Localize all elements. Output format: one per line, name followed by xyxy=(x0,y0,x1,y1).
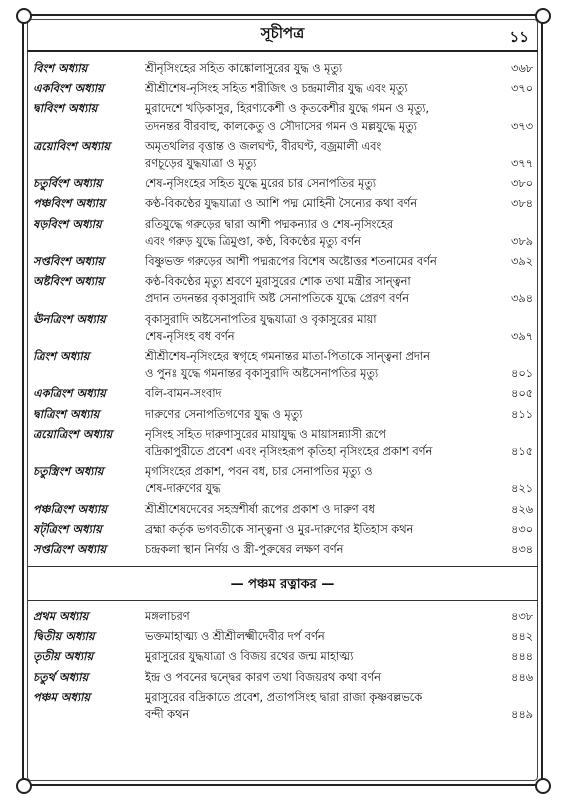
page-reference: ৩৭০ xyxy=(510,82,533,96)
page-reference: ৪১১ xyxy=(511,407,533,421)
chapter-description xyxy=(145,521,495,538)
chapter-description xyxy=(145,253,495,270)
page-title: সূচীপত্র xyxy=(260,24,305,42)
toc-entry xyxy=(33,273,533,307)
page-reference: ৩৮৯ xyxy=(510,234,533,248)
description-line: কণ্ঠ-বিকণ্ঠের মৃত্যু শ্রবণে মুরাসুরের শোক তথা মন্ত্রীর সান্ত্বনা xyxy=(145,275,411,289)
toc-entry xyxy=(33,608,533,625)
page-reference: ৪০৫ xyxy=(510,387,533,401)
page-number: ১১ xyxy=(509,28,529,46)
description-line: ইন্দ্র ও পবনের দ্বন্দ্বের কারণ তথা বিজয়রথ কথা বর্ণন xyxy=(145,670,381,684)
corner-ornament-bl xyxy=(16,778,32,794)
description-line: এবং গরুড় যুদ্ধে ত্রিমুণ্ডা, কণ্ঠ, বিকণ্ঠের মৃত্যু বর্ণন xyxy=(145,234,361,248)
corner-ornament-br xyxy=(535,778,551,794)
chapter-label: ঊনত্রিংশ অধ্যায় xyxy=(33,312,106,326)
chapter-label: প্রথম অধ্যায় xyxy=(33,610,89,623)
chapter-label: ত্রয়োত্রিংশ অধ্যায় xyxy=(33,427,113,441)
description-line: বৃকাসুরাদি অষ্টসেনাপতির যুদ্ধযাত্রা ও বৃকাসুরের মায়া xyxy=(145,312,377,326)
toc-entry xyxy=(33,628,533,645)
chapter-description xyxy=(145,60,495,77)
page-reference: ৪০১ xyxy=(510,367,533,381)
chapter-description xyxy=(145,628,495,645)
chapter-description xyxy=(145,175,495,192)
description-line: শেষ-দারুণের যুদ্ধ xyxy=(145,482,221,496)
toc-list-section-2 xyxy=(33,608,533,726)
page-reference: ৩৭৭ xyxy=(510,157,533,171)
page-reference: ৩৯৪ xyxy=(510,292,533,306)
page-reference: ৩৮০ xyxy=(510,177,533,191)
description-line: মুরাসুরের বদ্রিকাতে প্রবেশ, প্রতাপসিংহ দ্বারা রাজা কৃষ্ণবল্লভকে xyxy=(145,690,423,704)
chapter-description xyxy=(145,385,495,402)
page-reference: ৪৩০ xyxy=(510,522,533,536)
toc-entry xyxy=(33,385,533,402)
chapter-description xyxy=(145,608,495,625)
toc-entry xyxy=(33,426,533,460)
chapter-label: চতুর্থ অধ্যায় xyxy=(33,670,89,684)
chapter-label: পঞ্চত্রিংশ অধ্যায় xyxy=(33,502,107,516)
page-reference: ৩৭৩ xyxy=(510,119,533,133)
chapter-label: তৃতীয় অধ্যায় xyxy=(33,650,94,664)
toc-entry xyxy=(33,348,533,382)
description-line: শেষ-নৃসিংহের সহিত যুদ্ধে মুরের চার সেনাপতির মৃত্যু xyxy=(145,177,377,191)
page-reference: ৪২১ xyxy=(510,482,533,496)
section-title: — পঞ্চম রত্নাকর — xyxy=(230,577,335,592)
page-reference: ৪৪৪ xyxy=(511,650,533,664)
toc-list xyxy=(33,60,533,561)
page-reference: ৩৮৪ xyxy=(510,197,533,211)
toc-entry xyxy=(33,501,533,518)
chapter-description xyxy=(145,216,495,250)
chapter-label: ত্রিংশ অধ্যায় xyxy=(33,350,90,364)
page-reference: ৪৪৯ xyxy=(511,708,533,722)
description-line: শ্রীশ্রীশেষদেবের সহস্রশীর্ষা রূপের প্রকাশ ও দারুণ বধ xyxy=(145,502,375,516)
section-divider-bottom xyxy=(27,600,538,601)
chapter-description xyxy=(145,100,495,134)
toc-entry xyxy=(33,311,533,345)
chapter-description xyxy=(145,348,495,382)
description-line: বিষ্ণুভক্ত গরুড়ের আশী পদ্মরূপের বিশেষ অষ্টোত্তর শতনামের বর্ণন xyxy=(145,255,437,269)
chapter-label: দ্বাত্রিংশ অধ্যায় xyxy=(33,407,100,421)
description-line: অমৃতথলির বৃত্তান্ত ও জলঘণ্ট, বীরঘণ্ট, বজ্রমালী এবং xyxy=(145,139,382,153)
chapter-label: দ্বিতীয় অধ্যায় xyxy=(33,630,95,644)
description-line: বদ্রিকাপুরীতে প্রবেশ এবং নৃসিংহরূপ কৃতিহা নৃসিংহের প্রকাশ বর্ণন xyxy=(145,445,433,459)
chapter-label: একবিংশ অধ্যায় xyxy=(33,82,104,96)
chapter-label: ষড়বিংশ অধ্যায় xyxy=(33,217,102,231)
page-reference: ৪২৬ xyxy=(510,502,533,516)
description-line: রতিযুদ্ধে গরুড়ের দ্বারা আশী পদ্মকন্যার ও শেষ-নৃসিংহের xyxy=(145,217,394,231)
chapter-description xyxy=(145,273,495,307)
section-divider-top xyxy=(27,566,538,567)
page-reference: ৪৪২ xyxy=(510,630,533,644)
description-line: চন্দ্রকলা স্থান নির্ণয় ও স্ত্রী-পুরুষের লক্ষণ বর্ণন xyxy=(145,543,344,557)
chapter-label: সপ্তবিংশ অধ্যায় xyxy=(33,255,105,269)
page-reference: ৩৯৭ xyxy=(510,329,533,343)
chapter-label: দ্বাবিংশ অধ্যায় xyxy=(33,102,98,116)
toc-entry xyxy=(33,648,533,665)
chapter-label: চতুর্বিংশ অধ্যায় xyxy=(33,177,102,191)
page-reference: ৩৯২ xyxy=(510,255,533,269)
toc-entry xyxy=(33,541,533,558)
chapter-description xyxy=(145,80,495,97)
chapter-label: বিংশ অধ্যায় xyxy=(33,62,88,75)
page-reference: ৪১৫ xyxy=(511,445,533,459)
chapter-description xyxy=(145,406,495,423)
description-line: মৃগসিংহের প্রকাশ, পবন বধ, চার সেনাপতির মৃত্যু ও xyxy=(145,465,373,479)
toc-entry xyxy=(33,80,533,97)
description-line: বলি-বামন-সংবাদ xyxy=(145,387,222,401)
toc-entry xyxy=(33,195,533,212)
page-reference: ৪৩৪ xyxy=(510,543,533,557)
toc-entry xyxy=(33,689,533,723)
chapter-label: চতুস্ত্রিংশ অধ্যায় xyxy=(33,465,104,479)
page-reference: ৪৪৬ xyxy=(510,670,533,684)
description-line: বন্দী কথন xyxy=(145,708,190,722)
description-line: ভক্তমাহাত্ম্য ও শ্রীশ্রীলক্ষ্মীদেবীর দর্প বর্ণন xyxy=(145,630,325,644)
toc-entry xyxy=(33,216,533,250)
description-line: শেষ-নৃসিংহ বধ বর্ণন xyxy=(145,329,235,343)
description-line: মঙ্গলাচরণ xyxy=(145,610,190,623)
chapter-label: পঞ্চম অধ্যায় xyxy=(33,690,91,704)
chapter-label: অষ্টবিংশ অধ্যায় xyxy=(33,275,104,289)
description-line: প্রদান তদনন্তর বৃকাসুরাদি অষ্ট সেনাপতিকে যুদ্ধে প্রেরণ বর্ণন xyxy=(145,292,409,306)
description-line: ও পুনঃ যুদ্ধে গমনান্তর বৃকাসুরাদি অষ্টসেনাপতির মৃত্যু xyxy=(145,367,379,381)
description-line: মুরাদেশে খড়িকাসুর, হিরণ্যকেশী ও কৃতকেশীর যুদ্ধে গমন ও মৃত্যু, xyxy=(145,102,430,116)
description-line: রণচূড়ের যুদ্ধযাত্রা ও মৃত্যু xyxy=(145,157,257,171)
chapter-description xyxy=(145,426,495,460)
chapter-description xyxy=(145,669,495,686)
description-line: শ্রীশ্রীশেষ-নৃসিংহ সহিত শরীজিৎ ও চন্দ্রমালীর যুদ্ধ এবং মৃত্যু xyxy=(145,82,408,96)
description-line: তদনন্তর বীরবাহু, কালকেতু ও সৌদাসের গমন ও মল্লযুদ্ধে মৃত্যু xyxy=(145,119,417,133)
description-line: ব্রহ্মা কর্তৃক ভগবতীকে সান্ত্বনা ও মুর-দারুণের ইতিহাস কথন xyxy=(145,522,414,536)
chapter-description xyxy=(145,648,495,665)
page-reference: ৩৬৮ xyxy=(510,62,533,75)
toc-entry xyxy=(33,138,533,172)
description-line: শ্রীনৃসিংহের সহিত কাঙ্কোলাসুরের যুদ্ধ ও মৃত্যু xyxy=(145,62,343,75)
description-line: দারুণের সেনাপতিগণের যুদ্ধ ও মৃত্যু xyxy=(145,407,303,421)
chapter-description xyxy=(145,689,495,723)
chapter-description xyxy=(145,541,495,558)
header-divider xyxy=(27,50,538,52)
chapter-label: পঞ্চবিংশ অধ্যায় xyxy=(33,197,105,211)
page-reference: ৪৩৮ xyxy=(510,610,533,623)
toc-entry xyxy=(33,406,533,423)
toc-entry xyxy=(33,669,533,686)
description-line: মুরাসুরের যুদ্ধযাত্রা ও বিজয় রথের জন্ম মাহাত্ম্য xyxy=(145,650,354,664)
description-line: নৃসিংহ সহিত দারুণাসুরের মায়াযুদ্ধ ও মায়াসন্ন্যাসী রূপে xyxy=(145,427,386,441)
chapter-label: ত্রয়োবিংশ অধ্যায় xyxy=(33,139,111,153)
description-line: কণ্ঠ-বিকণ্ঠের যুদ্ধযাত্রা ও আশি পদ্ম মোহিনী সৈন্যের কথা বর্ণন xyxy=(145,197,418,211)
toc-entry xyxy=(33,521,533,538)
chapter-description xyxy=(145,195,495,212)
chapter-label: একত্রিংশ অধ্যায় xyxy=(33,387,106,401)
chapter-description xyxy=(145,501,495,518)
toc-entry xyxy=(33,60,533,77)
description-line: শ্রীশ্রীশেষ-নৃসিংহের স্বগৃহে গমনান্তর মাতা-পিতাকে সান্ত্বনা প্রদান xyxy=(145,350,430,364)
chapter-label: সপ্তত্রিংশ অধ্যায় xyxy=(33,543,107,557)
chapter-description xyxy=(145,138,495,172)
toc-entry xyxy=(33,100,533,134)
toc-entry xyxy=(33,463,533,497)
chapter-label: ষট্‌ত্রিংশ অধ্যায় xyxy=(33,522,102,536)
toc-entry xyxy=(33,175,533,192)
chapter-description xyxy=(145,311,495,345)
chapter-description xyxy=(145,463,495,497)
toc-entry xyxy=(33,253,533,270)
